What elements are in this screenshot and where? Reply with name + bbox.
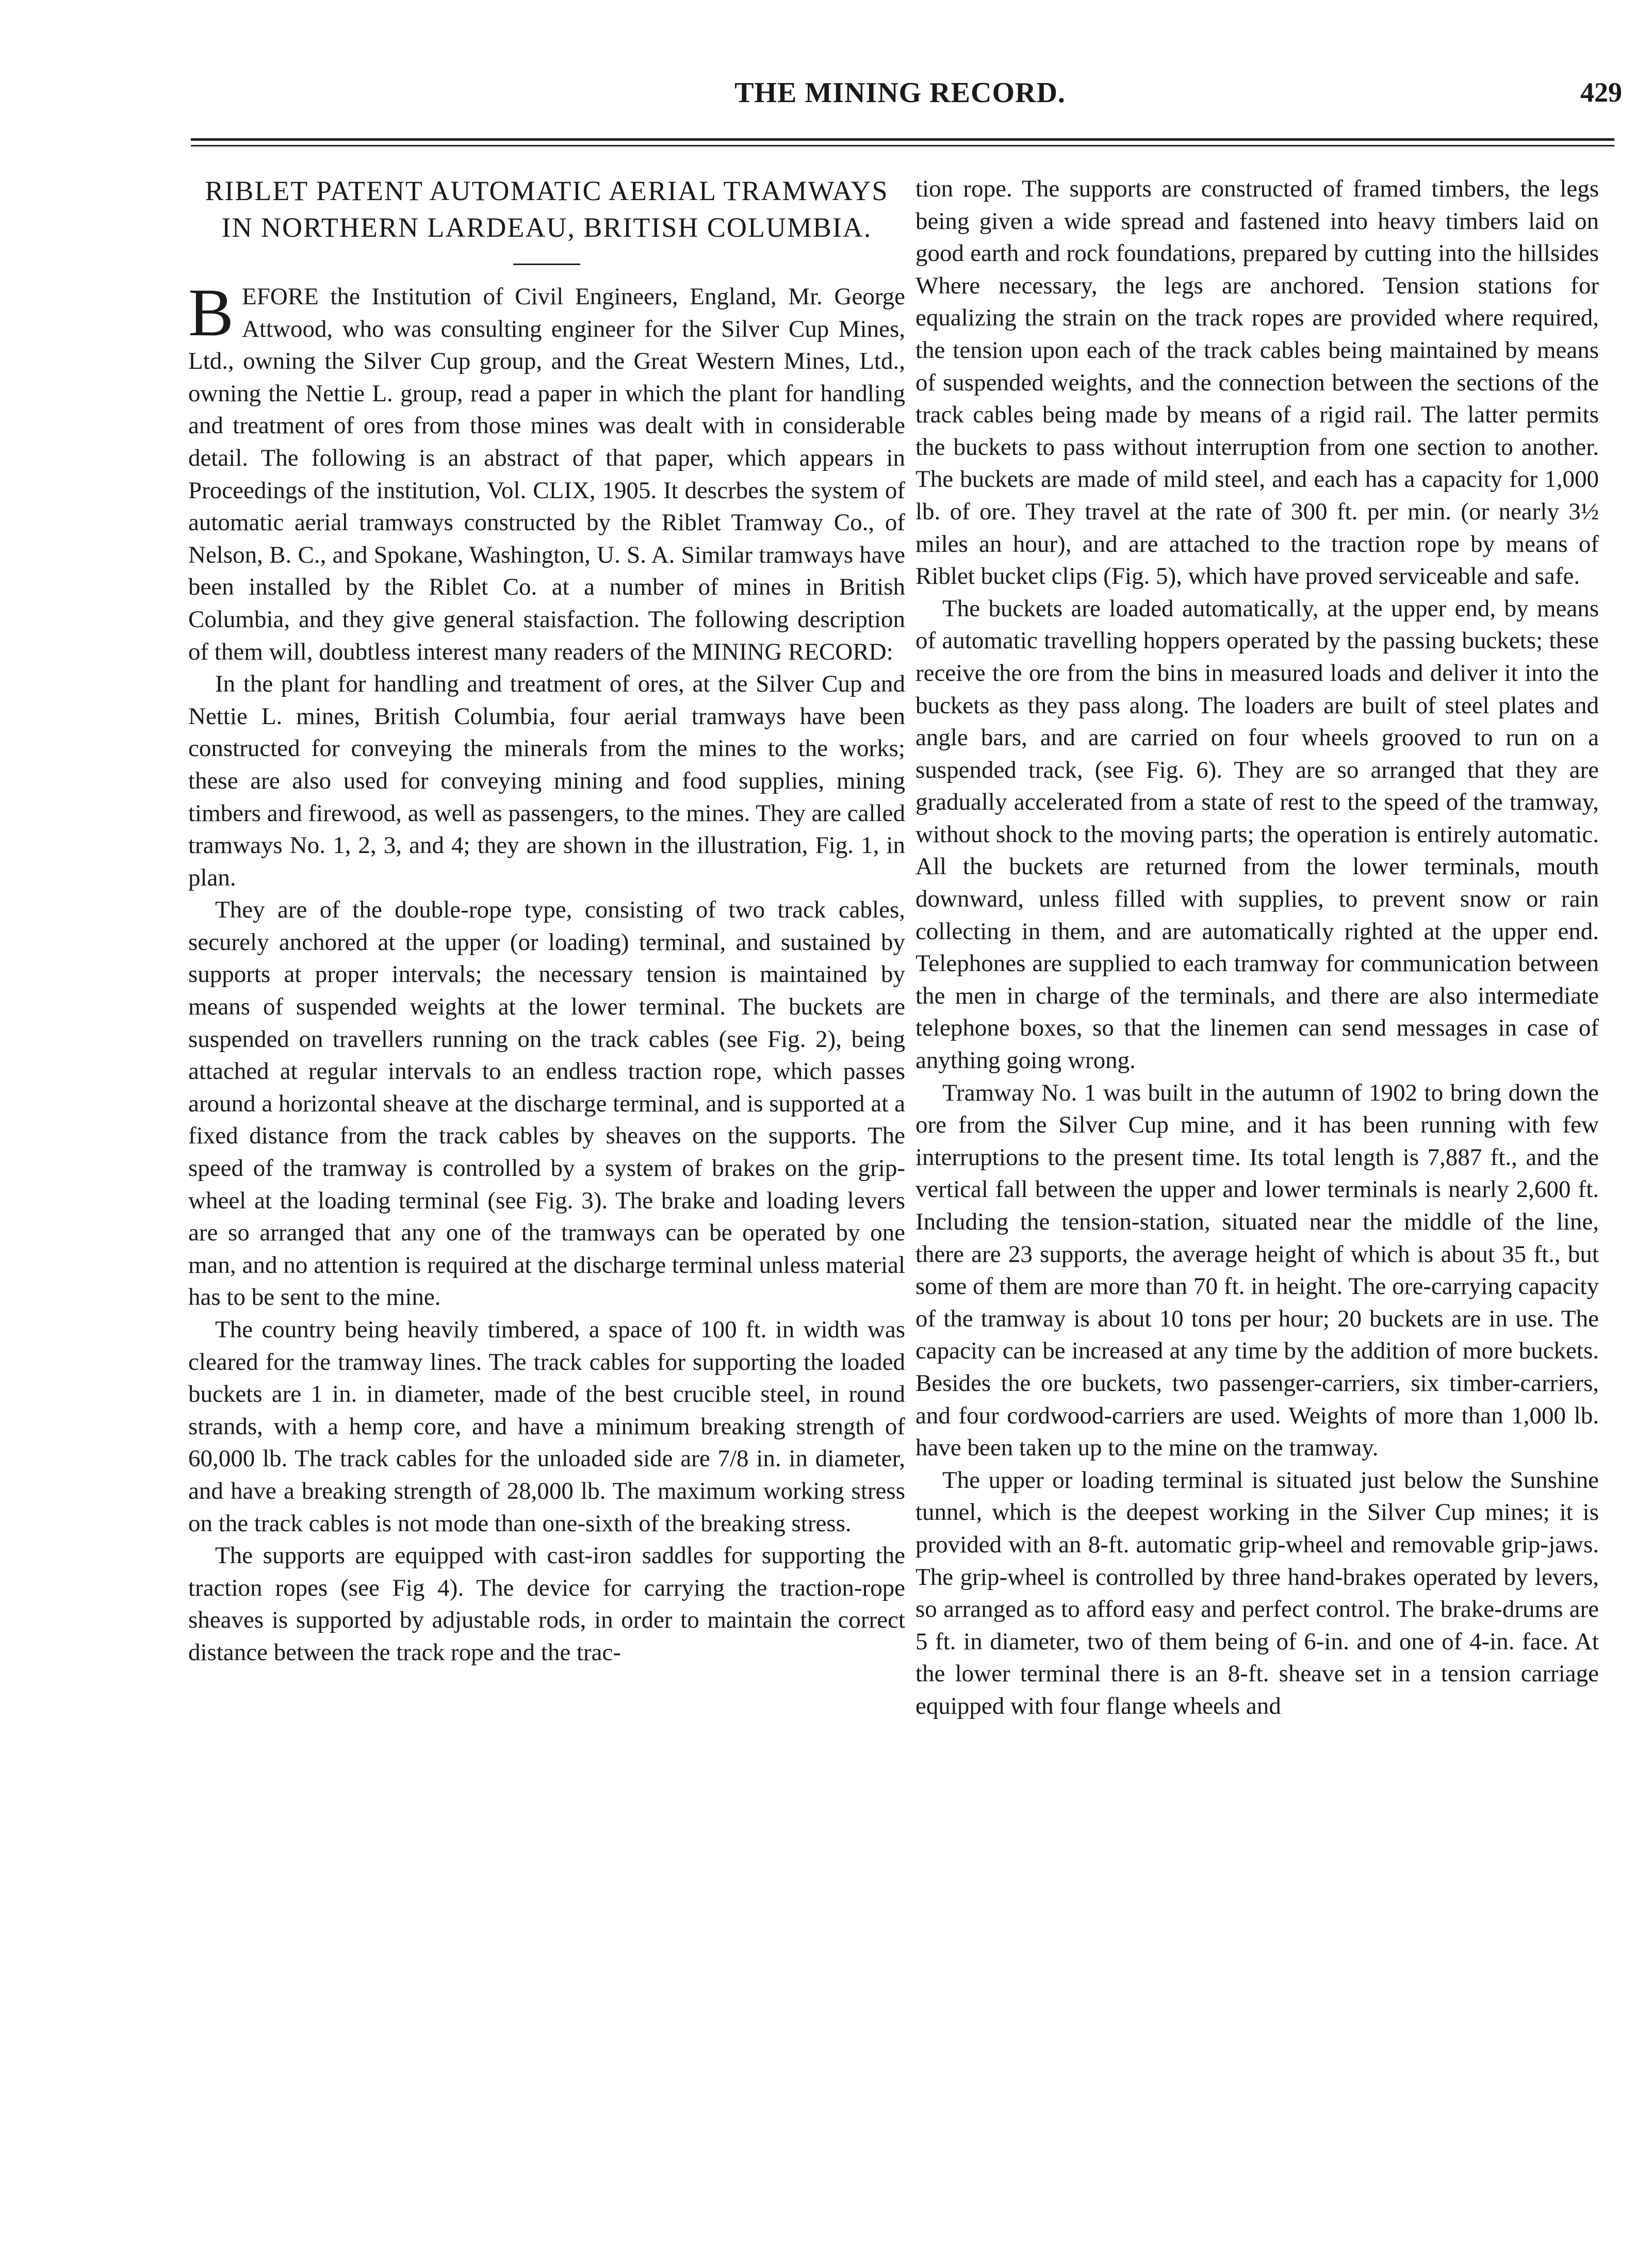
drop-cap: B bbox=[188, 274, 234, 350]
paragraph: In the plant for handling and treatment of ores, at the Silver Cup and Nettie L. mines, British Columbia, four aerial tramways have been constructed for conveying the minerals from the mines to the works; these are also used for conveying mining and food supplies, mining timbers and firewood, as well as passengers, to the mines. They are called tramways No. 1, 2, 3, and 4; they are shown in the illustration, Fig. 1, in plan. bbox=[188, 670, 905, 891]
paragraph: The country being heavily timbered, a space of 100 ft. in width was cleared for the tramway lines. The track cables for supporting the loaded buckets are 1 in. in diameter, made of the best crucible steel, in round strands, with a hemp core, and have a minimum breaking strength of 60,000 lb. The track cables for the unloaded side are 7/8 in. in diameter, and have a breaking strength of 28,000 lb. The maximum working stress on the track cables is not mode than one-sixth of the breaking stress. bbox=[188, 1316, 905, 1537]
paragraph: The supports are equipped with cast-iron saddles for supporting the traction ropes (see Fig 4). The device for carrying the traction-rope sheaves is supported by adjustable rods, in order to maintain the correct distance between the track rope and the trac- bbox=[188, 1542, 905, 1666]
article-title: RIBLET PATENT AUTOMATIC AERIAL TRAMWAYS IN NORTHERN LARDEAU, BRITISH COLUMBIA. bbox=[205, 175, 889, 243]
header-rule-thick bbox=[191, 138, 1614, 141]
paragraph: They are of the double-rope type, consisting of two track cables, securely anchored at the upper (or loading) terminal, and sustained by supports at proper intervals; the necessary tension is maintained by means of suspended weights at the lower terminal. The buckets are suspended on travellers running on the track cables (see Fig. 2), being attached at regular intervals to an endless traction rope, which passes around a horizontal sheave at the discharge terminal, and is supported at a fixed distance from the track cables by sheaves on the supports. The speed of the tramway is controlled by a system of brakes on the grip-wheel at the loading terminal (see Fig. 3). The brake and loading levers are so arranged that any one of the tramways can be operated by one man, and no attention is required at the discharge terminal unless material has to be sent to the mine. bbox=[188, 896, 905, 1311]
paragraph-text: EFORE the Institution of Civil Engineers, England, Mr. George Attwood, who was consulting engineer for the Silver Cup Mines, Ltd., owning the Silver Cup group, and the Great Western Mines, Ltd., owning the Nettie L. group, read a paper in which the plant for handling and treatment of ores from those mines was dealt with in considerable detail. The following is an abstract of that paper, which appears in Proceedings of the institution, Vol. CLIX, 1905. It descrbes the system of automatic aerial tramways constructed by the Riblet Tramway Co., of Nelson, B. C., and Spokane, Washington, U. S. A. Similar tramways have been installed by the Riblet Co. at a number of mines in British Columbia, and they give general staisfaction. The following description of them will, doubtless interest many readers of the MINING RECORD: bbox=[188, 283, 905, 665]
page-number: 429 bbox=[1580, 77, 1622, 108]
header-rule-thin bbox=[191, 145, 1614, 146]
paragraph: The upper or loading terminal is situated just below the Sunshine tunnel, which is the deepest working in the Silver Cup mines; it is provided with an 8-ft. automatic grip-wheel and removable grip-jaws. The grip-wheel is controlled by three hand-brakes operated by levers, so arranged as to afford easy and perfect control. The brake-drums are 5 ft. in diameter, two of them being of 6-in. and one of 4-in. face. At the lower terminal there is an 8-ft. sheave set in a tension carriage equipped with four flange wheels and bbox=[915, 1466, 1599, 1719]
left-column bbox=[188, 173, 905, 1669]
paragraph: tion rope. The supports are constructed of framed timbers, the legs being given a wide spread and fastened into heavy timbers laid on good earth and rock foundations, prepared by cutting into the hillsides Where necessary, the legs are anchored. Tension stations for equalizing the strain on the track ropes are provided where required, the tension upon each of the track cables being maintained by means of suspended weights, and the connection between the sections of the track cables being made by means of a rigid rail. The latter permits the buckets to pass without interruption from one section to another. The buckets are made of mild steel, and each has a capacity for 1,000 lb. of ore. They travel at the rate of 300 ft. per min. (or nearly 3½ miles an hour), and are attached to the traction rope by means of Riblet bucket clips (Fig. 5), which have proved serviceable and safe. bbox=[915, 175, 1599, 590]
paragraph: The buckets are loaded automatically, at the upper end, by means of automatic travelling hoppers operated by the passing buckets; these receive the ore from the bins in measured loads and deliver it into the buckets as they pass along. The loaders are built of steel plates and angle bars, and are carried on four wheels grooved to run on a suspended track, (see Fig. 6). They are so arranged that they are gradually accelerated from a state of rest to the speed of the tramway, without shock to the moving parts; the operation is entirely automatic. All the buckets are returned from the lower terminals, mouth downward, unless filled with supplies, to prevent snow or rain collecting in them, and are automatically righted at the upper end. Telephones are supplied to each tramway for communication between the men in charge of the terminals, and there are also intermediate telephone boxes, so that the linemen can send messages in case of anything going wrong. bbox=[915, 595, 1599, 1074]
title-rule bbox=[513, 264, 580, 265]
paragraph bbox=[188, 274, 905, 668]
right-column bbox=[915, 173, 1599, 1723]
journal-title: THE MINING RECORD. bbox=[734, 77, 1066, 109]
page-header bbox=[178, 76, 1622, 125]
paragraph: Tramway No. 1 was built in the autumn of 1902 to bring down the ore from the Silver Cup mine, and it has been running with few interruptions to the present time. Its total length is 7,887 ft., and the vertical fall between the upper and lower terminals is nearly 2,600 ft. Including the tension-station, situated near the middle of the line, there are 23 supports, the average height of which is about 35 ft., but some of them are more than 70 ft. in height. The ore-carrying capacity of the tramway is about 10 tons per hour; 20 buckets are in use. The capacity can be increased at any time by the addition of more buckets. Besides the ore buckets, two passenger-carriers, six timber-carriers, and four cordwood-carriers are used. Weights of more than 1,000 lb. have been taken up to the mine on the tramway. bbox=[915, 1079, 1599, 1462]
